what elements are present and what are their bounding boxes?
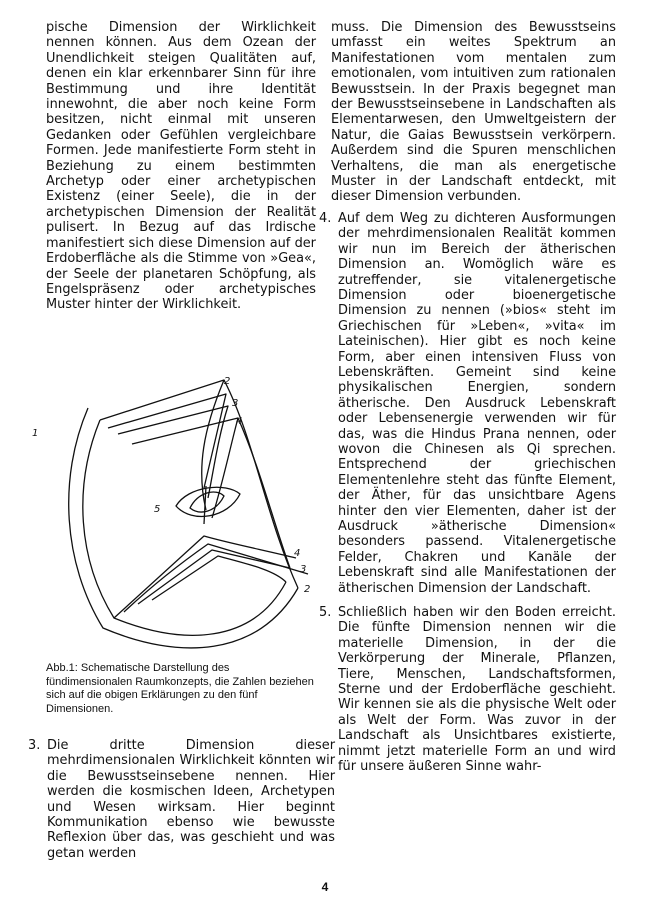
figure-label-4-bottom: 4 — [294, 548, 301, 559]
figure-label-5: 5 — [154, 504, 161, 515]
list-item-5 — [319, 605, 616, 774]
list-item-4 — [319, 211, 616, 596]
left-continuation-paragraph: pische Dimension der Wirklichkeit nennen können. Aus dem Ozean der Unendlichkeit steigen Qualitäten auf, denen ein klar erkennbarer Sinn für ihre Bestimmung und ihre Identität innewohnt, die aber noch keine Form besitzen, nicht einmal mit unseren Gedanken oder Gefühlen vergleichbare Formen. Jede manifestierte Form steht in Beziehung zu einem bestimmten Archetyp oder einer archetypischen Existenz (einer Seele), die in der archetypischen Dimension der Realität pulisert. In Bezug auf das Irdische manifestiert sich diese Dimension auf der Erdoberfläche als die Stimme von »Gea«, der Seele der planetaren Schöpfung, als Engelspräsenz oder archetypisches Muster hinter der Wirklichkeit. — [46, 20, 316, 313]
figure-label-2-top: 2 — [224, 376, 231, 387]
dimension-diagram — [28, 368, 328, 658]
left-column — [46, 20, 316, 313]
page-number: 4 — [321, 880, 329, 894]
list-number: 3. — [28, 738, 41, 753]
figure-label-1: 1 — [32, 428, 39, 439]
figure-label-3-bottom: 3 — [300, 564, 307, 575]
right-column — [319, 20, 616, 784]
figure-label-2-bottom: 2 — [304, 584, 311, 595]
figure-label-4-top: 4 — [236, 416, 243, 427]
figure-caption: Abb.1: Schematische Darstellung des fündimensionalen Raumkonzepts, die Zahlen beziehen sich auf die obigen Erklärungen zu den fünf Dimensionen. — [46, 662, 314, 715]
list-number: 5. — [319, 605, 332, 621]
right-continuation-paragraph: muss. Die Dimension des Bewusstseins umfasst ein weites Spektrum an Manifestationen vom mentalen zum emotionalen, vom intuitiven zum rationalen Bewusstsein. In der Praxis begegnet man der Bewusstseinsebene in Landschaften als Elementarwesen, den Umweltgeistern der Natur, die Gaias Bewusstsein verkörpern. Außerdem sind die Spuren menschlichen Verhaltens, die man als energetische Muster in der Landschaft entdeckt, mit dieser Dimension verbunden. — [331, 20, 616, 205]
list-text: Auf dem Weg zu dichteren Ausformungen der mehrdimensionalen Realität kommen wir nun im Bereich der ätherischen Dimension an. Womöglich wäre es zutreffender, sie vitalenergetische Dimension oder bioenergetische Dimension zu nennen (»bios« steht im Griechischen für »Leben«, »vita« im Lateinischen). Hier gibt es noch keine Form, aber einen intensiven Fluss von Lebenskräften. Gemeint sind keine physikalischen Energien, sondern ätherische. Den Ausdruck Lebenskraft oder Lebensenergie verwenden wir für das, was die Hindus Prana nennen, oder wovon die Chinesen als Qi sprechen. Entsprechend der griechischen Elementenlehre steht das fünfte Element, der Äther, für das unsichtbare Agens hinter den vier Elementen, daher ist der Ausdruck »ätherische Dimension« besonders passend. Vitalenergetische Felder, Chakren und Kanäle der Lebenskraft sind alle Manifestationen der ätherischen Dimension der Landschaft. — [338, 210, 616, 596]
list-text: Schließlich haben wir den Boden erreicht. Die fünfte Dimension nennen wir die materielle Dimension, in der die Verkörperung der Minerale, Pflanzen, Tiere, Menschen, Landschaftsformen, Sterne und der Erdoberfläche geschieht. Wir kennen sie als die physische Welt oder als Welt der Form. Was zuvor in der Landschaft als Unsichtbares existierte, nimmt jetzt materielle Form an und wird für unsere äußeren Sinne wahr- — [338, 605, 616, 775]
list-item-3 — [28, 738, 335, 861]
list-text: Die dritte Dimension dieser mehrdimensionalen Wirklichkeit könnten wir die Bewusstseinsebene nennen. Hier werden die kosmischen Ideen, Archetypen und Wesen wirksam. Hier beginnt Kommunikation ebenso wie bewusste Reflexion über das, was geschieht und was getan werden — [47, 738, 335, 861]
list-number: 4. — [319, 210, 332, 226]
figure-label-3-top: 3 — [232, 398, 239, 409]
